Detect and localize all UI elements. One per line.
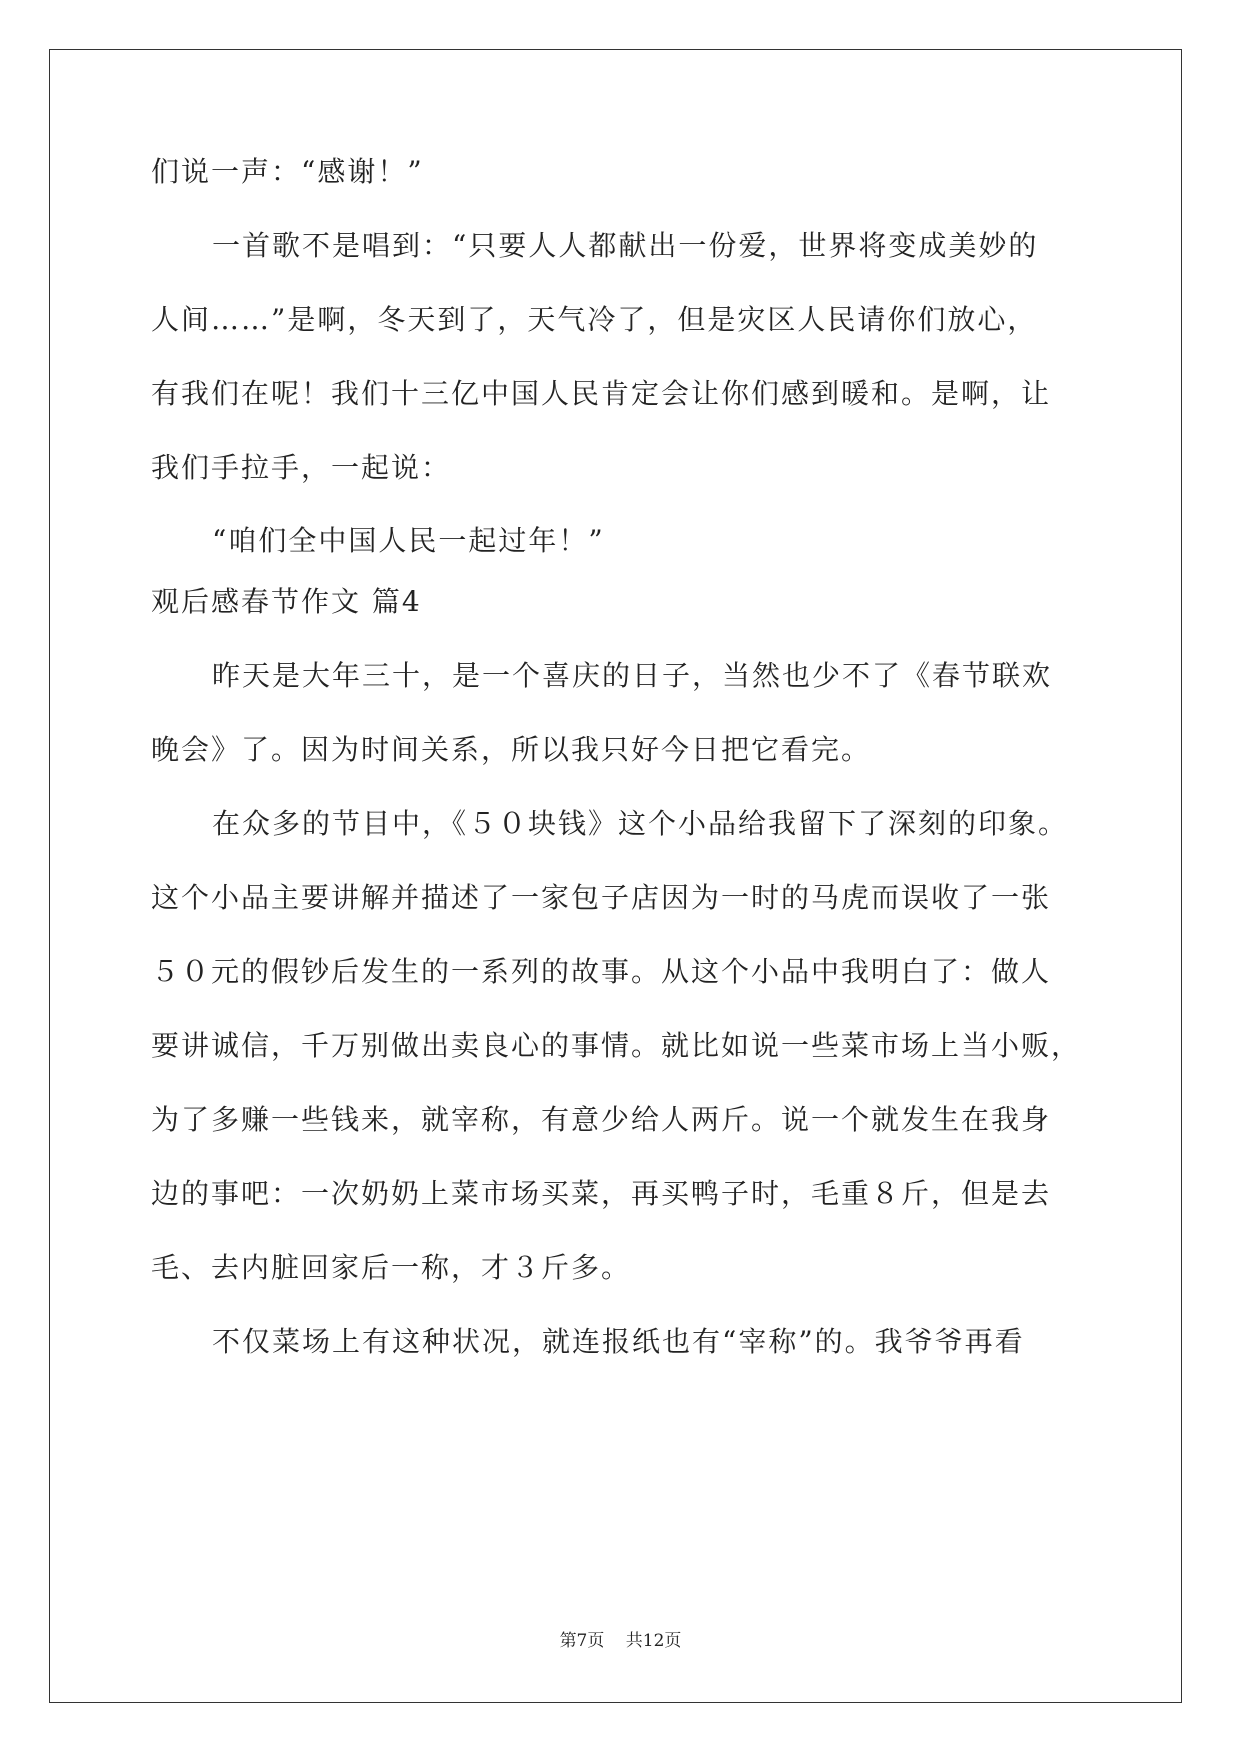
text-line: ５０元的假钞后发生的一系列的故事。从这个小品中我明白了：做人 xyxy=(151,955,1052,988)
text-line: 边的事吧：一次奶奶上菜市场买菜，再买鸭子时，毛重８斤，但是去 xyxy=(151,1177,1052,1210)
text-line: 要讲诚信，千万别做出卖良心的事情。就比如说一些菜市场上当小贩， xyxy=(151,1029,1082,1062)
page-footer xyxy=(0,1630,1241,1652)
text-line: 一首歌不是唱到：“只要人人都献出一份爱，世界将变成美妙的 xyxy=(212,229,1039,262)
text-line: 不仅菜场上有这种状况，就连报纸也有“宰称”的。我爷爷再看 xyxy=(212,1325,1025,1358)
section-heading: 观后感春节作文 篇4 xyxy=(151,585,422,618)
text-line: 在众多的节目中，《５０块钱》这个小品给我留下了深刻的印象。 xyxy=(212,807,1069,840)
text-line: 晚会》了。因为时间关系，所以我只好今日把它看完。 xyxy=(151,733,872,766)
page-number: 第7页 xyxy=(559,1631,605,1651)
text-line: 我们手拉手，一起说： xyxy=(151,451,452,484)
text-line: 人间……”是啊，冬天到了，天气冷了，但是灾区人民请你们放心， xyxy=(151,303,1038,336)
text-line: 们说一声：“感谢！” xyxy=(151,155,424,188)
text-line: 为了多赚一些钱来，就宰称，有意少给人两斤。说一个就发生在我身 xyxy=(151,1103,1052,1136)
text-line: “咱们全中国人民一起过年！” xyxy=(212,524,605,557)
page-total: 共12页 xyxy=(625,1631,682,1651)
text-line: 有我们在呢！我们十三亿中国人民肯定会让你们感到暖和。是啊，让 xyxy=(151,377,1052,410)
page-border xyxy=(49,49,1182,1703)
text-line: 这个小品主要讲解并描述了一家包子店因为一时的马虎而误收了一张 xyxy=(151,881,1052,914)
text-line: 昨天是大年三十，是一个喜庆的日子，当然也少不了《春节联欢 xyxy=(212,659,1053,692)
text-line: 毛、去内脏回家后一称，才３斤多。 xyxy=(151,1251,632,1284)
